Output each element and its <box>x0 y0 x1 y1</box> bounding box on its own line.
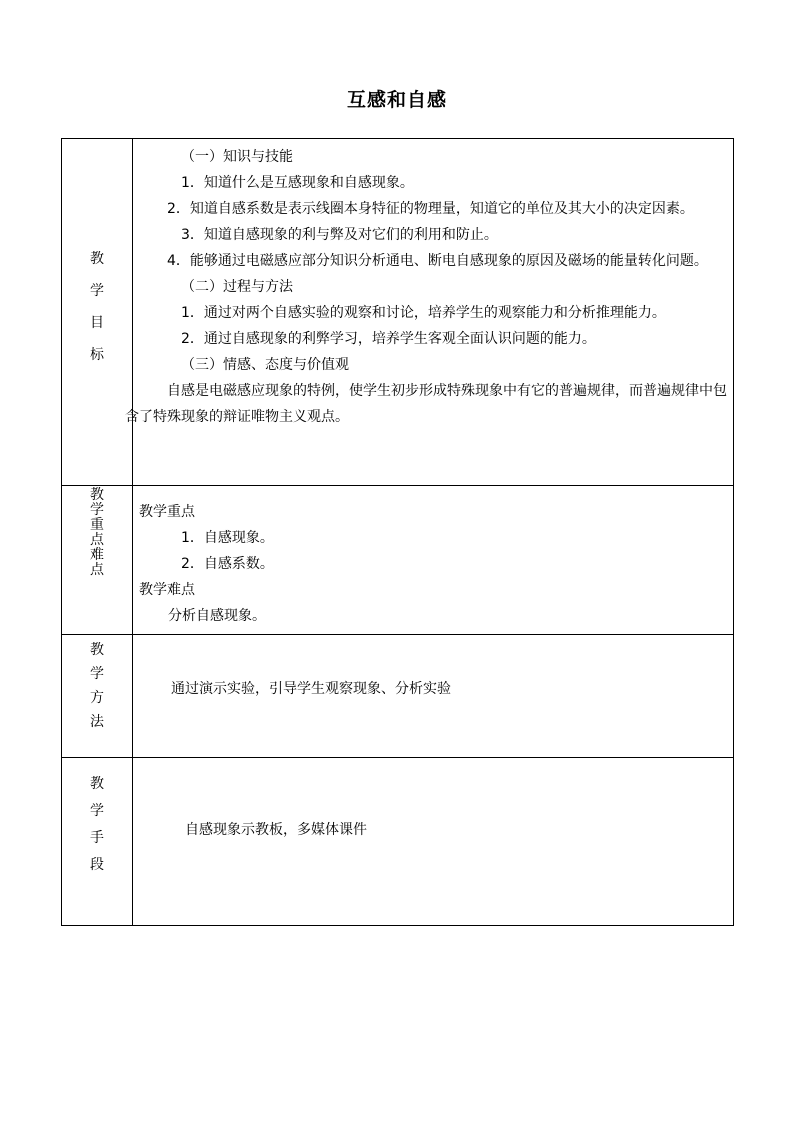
subheading: 教学重点 <box>139 504 195 520</box>
means-row <box>62 758 734 926</box>
label-char: 难 <box>90 547 104 563</box>
difficulty-item: 分析自感现象。 <box>168 608 266 624</box>
label-char: 学 <box>90 283 104 299</box>
key-point-item: 2．自感系数。 <box>181 556 274 572</box>
label-char: 教 <box>90 776 104 792</box>
lesson-plan-table <box>61 138 734 926</box>
label-char: 段 <box>90 857 104 873</box>
method-content <box>133 635 733 702</box>
label-char: 目 <box>90 315 104 331</box>
method-row <box>62 635 734 758</box>
section-heading: （一）知识与技能 <box>181 149 293 165</box>
label-char: 点 <box>90 562 104 578</box>
objective-item: 1．知道什么是互感现象和自感现象。 <box>181 175 414 191</box>
objective-item: 自感是电磁感应现象的特例，使学生初步形成特殊现象中有它的普遍规律，而普遍规律中包含了特殊现象的辩证唯物主义观点。 <box>125 383 727 425</box>
objectives-row <box>62 139 734 486</box>
label-char: 教 <box>90 251 104 267</box>
label-char: 学 <box>90 666 104 682</box>
objectives-content <box>125 139 733 430</box>
means-content <box>133 758 733 843</box>
label-char: 方 <box>90 690 104 706</box>
section-heading: （二）过程与方法 <box>181 279 293 295</box>
method-label-cell <box>62 635 133 758</box>
label-char: 标 <box>90 347 104 363</box>
key-points-label-cell <box>62 486 133 635</box>
method-text: 通过演示实验，引导学生观察现象、分析实验 <box>171 681 451 697</box>
label-char: 点 <box>90 532 104 548</box>
key-points-content-cell <box>133 486 734 635</box>
objective-item: 3．知道自感现象的利与弊及对它们的利用和防止。 <box>181 227 498 243</box>
subheading: 教学难点 <box>139 582 195 598</box>
objective-item: 2．通过自感现象的利弊学习，培养学生客观全面认识问题的能力。 <box>181 331 596 347</box>
means-content-cell <box>133 758 734 926</box>
label-char: 教 <box>90 642 104 658</box>
means-label-cell <box>62 758 133 926</box>
label-char: 法 <box>90 714 104 730</box>
objectives-content-cell <box>125 139 734 486</box>
section-heading: （三）情感、态度与价值观 <box>181 357 349 373</box>
label-char: 学 <box>90 803 104 819</box>
objective-item: 4．能够通过电磁感应部分知识分析通电、断电自感现象的原因及磁场的能量转化问题。 <box>167 253 708 269</box>
document-title: 互感和自感 <box>346 89 447 111</box>
key-points-row <box>62 486 734 635</box>
label-char: 学 <box>90 502 104 518</box>
label-char: 重 <box>90 517 104 533</box>
method-content-cell <box>133 635 734 758</box>
key-point-item: 1．自感现象。 <box>181 530 274 546</box>
objective-item: 1．通过对两个自感实验的观察和讨论，培养学生的观察能力和分析推理能力。 <box>181 305 666 321</box>
objective-item: 2．知道自感系数是表示线圈本身特征的物理量，知道它的单位及其大小的决定因素。 <box>167 201 694 217</box>
label-char: 手 <box>90 830 104 846</box>
label-char: 教 <box>90 487 104 503</box>
means-text: 自感现象示教板，多媒体课件 <box>185 822 367 838</box>
key-points-content <box>133 486 733 629</box>
objectives-label-cell <box>62 139 133 486</box>
